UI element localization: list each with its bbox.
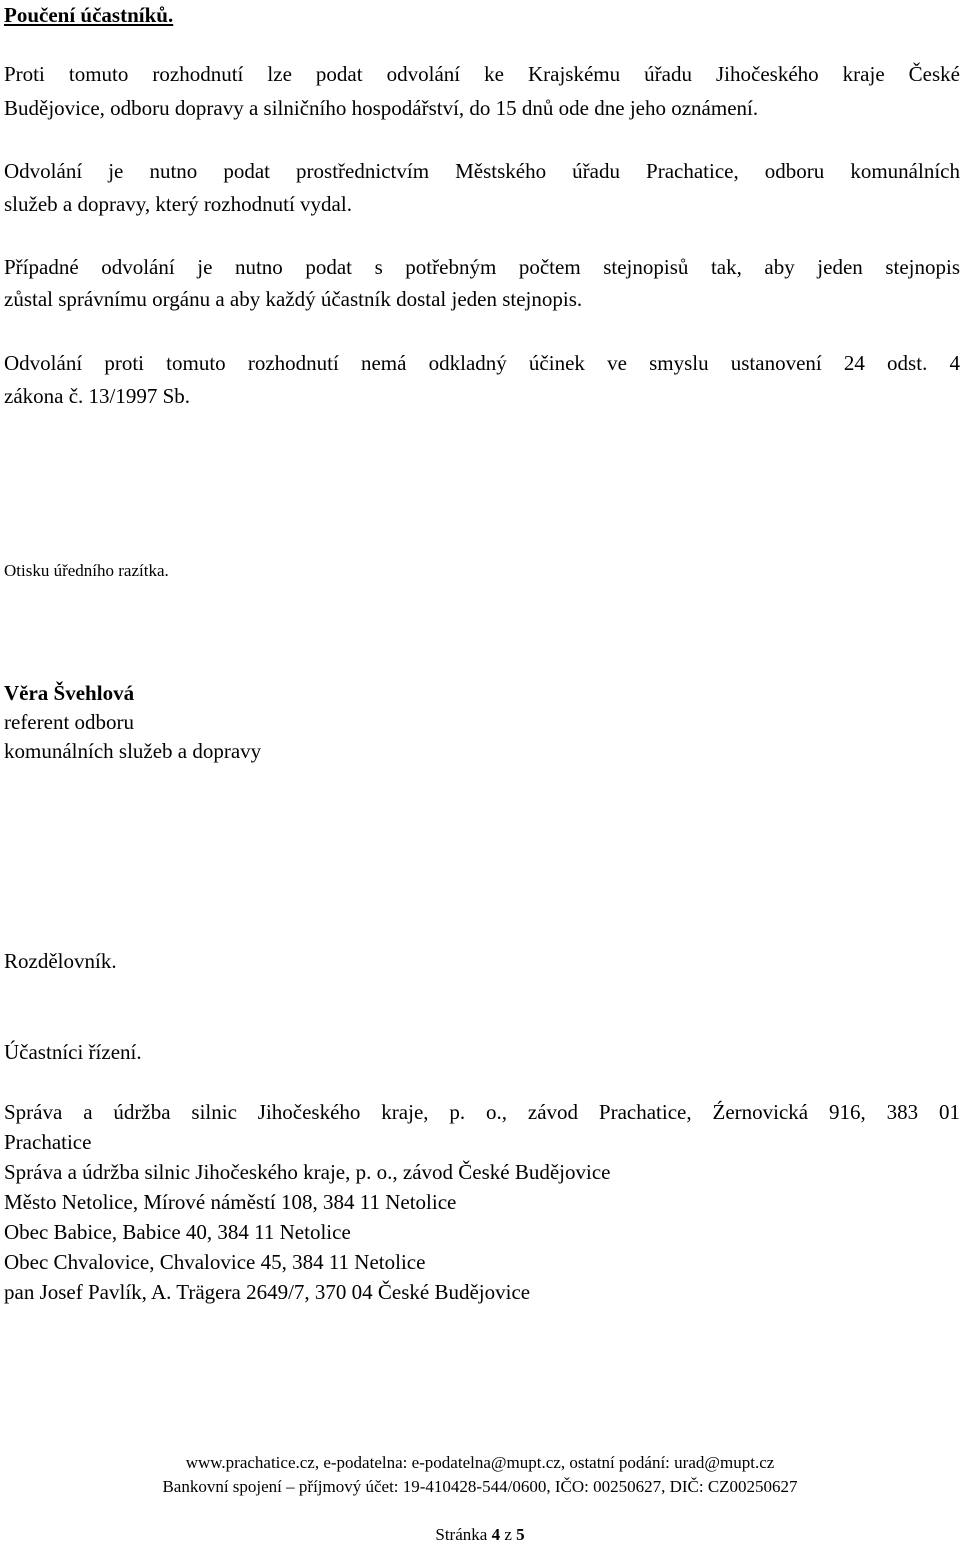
distribution-entry: Obec Babice, Babice 40, 384 11 Netolice — [4, 1220, 351, 1244]
page-separator: z — [500, 1525, 517, 1544]
distribution-subtitle: Účastníci řízení. — [4, 1040, 142, 1064]
appeal-paragraph-line: Proti tomuto rozhodnutí lze podat odvolání ke Krajskému úřadu Jihočeského kraje České — [4, 62, 960, 86]
distribution-entry: Prachatice — [4, 1130, 92, 1154]
distribution-entry: Obec Chvalovice, Chvalovice 45, 384 11 Netolice — [4, 1250, 426, 1274]
signatory-name: Věra Švehlová — [4, 681, 135, 705]
appeal-paragraph-line: zůstal správnímu orgánu a aby každý účastník dostal jeden stejnopis. — [4, 287, 583, 311]
appeal-paragraph-line: služeb a dopravy, který rozhodnutí vydal. — [4, 192, 352, 216]
heading: Poučení účastníků. — [4, 3, 174, 27]
distribution-entry: Město Netolice, Mírové náměstí 108, 384 11 Netolice — [4, 1190, 457, 1214]
footer-bank: Bankovní spojení – příjmový účet: 19-410428-544/0600, IČO: 00250627, DIČ: CZ00250627 — [162, 1477, 798, 1496]
appeal-paragraph-line: Odvolání je nutno podat prostřednictvím Městského úřadu Prachatice, odboru komunálních — [4, 159, 960, 183]
distribution-entry: Správa a údržba silnic Jihočeského kraje, p. o., závod České Budějovice — [4, 1160, 611, 1184]
signatory-department: komunálních služeb a dopravy — [4, 739, 262, 763]
distribution-title: Rozdělovník. — [4, 949, 117, 973]
appeal-paragraph-line: zákona č. 13/1997 Sb. — [4, 384, 191, 408]
signatory-role: referent odboru — [4, 710, 135, 734]
appeal-paragraph-line: Případné odvolání je nutno podat s potřebným počtem stejnopisů tak, aby jeden stejnopis — [4, 255, 960, 279]
page-prefix: Stránka — [435, 1525, 492, 1544]
appeal-paragraph-line: Budějovice, odboru dopravy a silničního hospodářství, do 15 dnů ode dne jeho oznámení. — [4, 96, 759, 120]
appeal-paragraph-line: Odvolání proti tomuto rozhodnutí nemá odkladný účinek ve smyslu ustanovení 24 odst. 4 — [4, 351, 960, 375]
page-total: 5 — [516, 1525, 525, 1544]
distribution-entry: pan Josef Pavlík, A. Trägera 2649/7, 370 04 České Budějovice — [4, 1280, 531, 1304]
footer-contact: www.prachatice.cz, e-podatelna: e-podatelna@mupt.cz, ostatní podání: urad@mupt.cz — [185, 1453, 775, 1472]
page-current: 4 — [491, 1525, 501, 1544]
distribution-entry: Správa a údržba silnic Jihočeského kraje, p. o., závod Prachatice, Źernovická 916, 383 01 — [4, 1100, 960, 1124]
stamp-note: Otisku úředního razítka. — [4, 561, 169, 580]
